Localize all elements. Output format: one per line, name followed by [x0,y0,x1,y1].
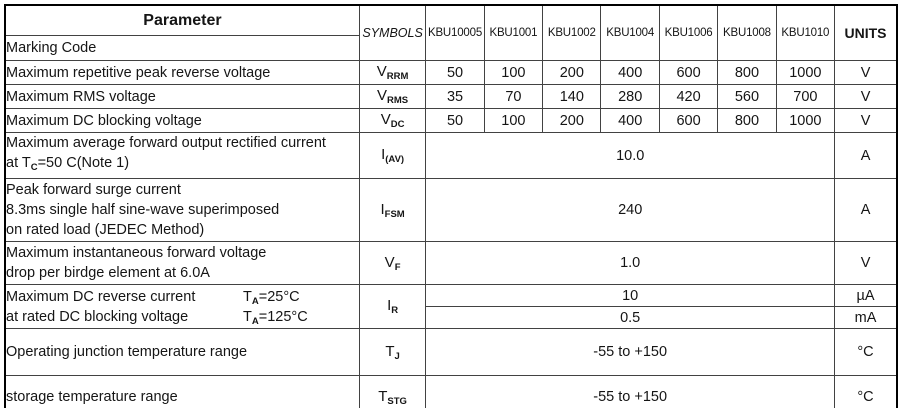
table-row-vdc [5,109,897,133]
value-cell: 100 [484,61,542,85]
units-header: UNITS [835,5,897,61]
value-cell: 50 [426,109,484,133]
value-cell: 100 [484,109,542,133]
value-cell: 70 [484,85,542,109]
merged-value-cell: 10 [426,285,835,307]
symbol-cell: $I_{FSM}$ [359,179,425,242]
model-header-kbu1002: KBU1002 [543,5,601,61]
param-line: at $T_C=50$ C(Note 1) [6,155,130,173]
table-row-tstg [5,376,897,408]
param-line: Maximum DC reverse current $T_A=25^\circ C$ [6,287,359,307]
param-cell: storage temperature range [5,376,359,408]
unit-cell: V [835,242,897,285]
merged-value-cell: 1.0 [426,242,835,285]
value-cell: 560 [718,85,776,109]
symbol-cell: $V_{RMS}$ [359,85,425,109]
value-cell: 50 [426,61,484,85]
param-line: at rated DC blocking voltage $T_A=125^\circ C$ [6,307,359,327]
param-line: Maximum average forward output rectified current [6,135,326,151]
value-cell: 420 [659,85,717,109]
value-cell: 800 [718,61,776,85]
symbol-cell: $V_F$ [359,242,425,285]
param-cell [5,285,359,329]
table-row-ifsm [5,179,897,242]
value-cell: 35 [426,85,484,109]
table-row-tj [5,329,897,376]
symbol-cell: $V_{DC}$ [359,109,425,133]
symbol-cell: $I_R$ [359,285,425,329]
param-line: Maximum instantaneous forward voltage [6,245,267,261]
model-header-kbu1001: KBU1001 [484,5,542,61]
marking-code-cell: Marking Code [5,36,359,61]
unit-cell: mA [835,307,897,329]
value-cell: 1000 [776,109,834,133]
symbol-cell: $I_{(AV)}$ [359,133,425,179]
merged-value-cell: -55 to +150 [426,376,835,408]
merged-value-cell: -55 to +150 [426,329,835,376]
merged-value-cell: 0.5 [426,307,835,329]
maximum-ratings-table [4,4,898,408]
symbol-cell: $T_J$ [359,329,425,376]
param-line: Peak forward surge current [6,182,181,198]
param-cell [5,242,359,285]
model-header-kbu1006: KBU1006 [659,5,717,61]
value-cell: 600 [659,109,717,133]
unit-cell: µA [835,285,897,307]
model-header-kbu1010: KBU1010 [776,5,834,61]
param-line: on rated load (JEDEC Method) [6,222,205,238]
param-cell: Maximum repetitive peak reverse voltage [5,61,359,85]
value-cell: 140 [543,85,601,109]
table-row-vrrm [5,61,897,85]
condition-text: $T_A=25^\circ C$ [243,288,300,307]
param-line: drop per birdge element at 6.0A [6,265,210,281]
param-cell: Maximum DC blocking voltage [5,109,359,133]
param-cell [5,179,359,242]
model-header-kbu1004: KBU1004 [601,5,659,61]
value-cell: 600 [659,61,717,85]
symbols-header: SYMBOLS [359,5,425,61]
param-cell: Maximum RMS voltage [5,85,359,109]
value-cell: 200 [543,109,601,133]
symbol-cell: $T_{STG}$ [359,376,425,408]
table-row-iav [5,133,897,179]
header-row [5,5,897,36]
merged-value-cell: 10.0 [426,133,835,179]
unit-cell: °C [835,376,897,408]
value-cell: 400 [601,61,659,85]
value-cell: 200 [543,61,601,85]
table-row-vf [5,242,897,285]
value-cell: 1000 [776,61,834,85]
value-cell: 700 [776,85,834,109]
merged-value-cell: 240 [426,179,835,242]
value-cell: 280 [601,85,659,109]
unit-cell: V [835,109,897,133]
unit-cell: A [835,133,897,179]
param-cell [5,133,359,179]
unit-cell: V [835,85,897,109]
condition-text: $T_A=125^\circ C$ [243,308,308,327]
unit-cell: V [835,61,897,85]
model-header-kbu1008: KBU1008 [718,5,776,61]
param-line: 8.3ms single half sine-wave superimposed [6,202,280,218]
unit-cell: A [835,179,897,242]
param-cell: Operating junction temperature range [5,329,359,376]
parameter-header: Parameter [5,5,359,36]
model-header-kbu10005: KBU10005 [426,5,484,61]
symbol-cell: $V_{RRM}$ [359,61,425,85]
value-cell: 800 [718,109,776,133]
table-row-ir [5,285,897,307]
table-row-vrms [5,85,897,109]
unit-cell: °C [835,329,897,376]
value-cell: 400 [601,109,659,133]
